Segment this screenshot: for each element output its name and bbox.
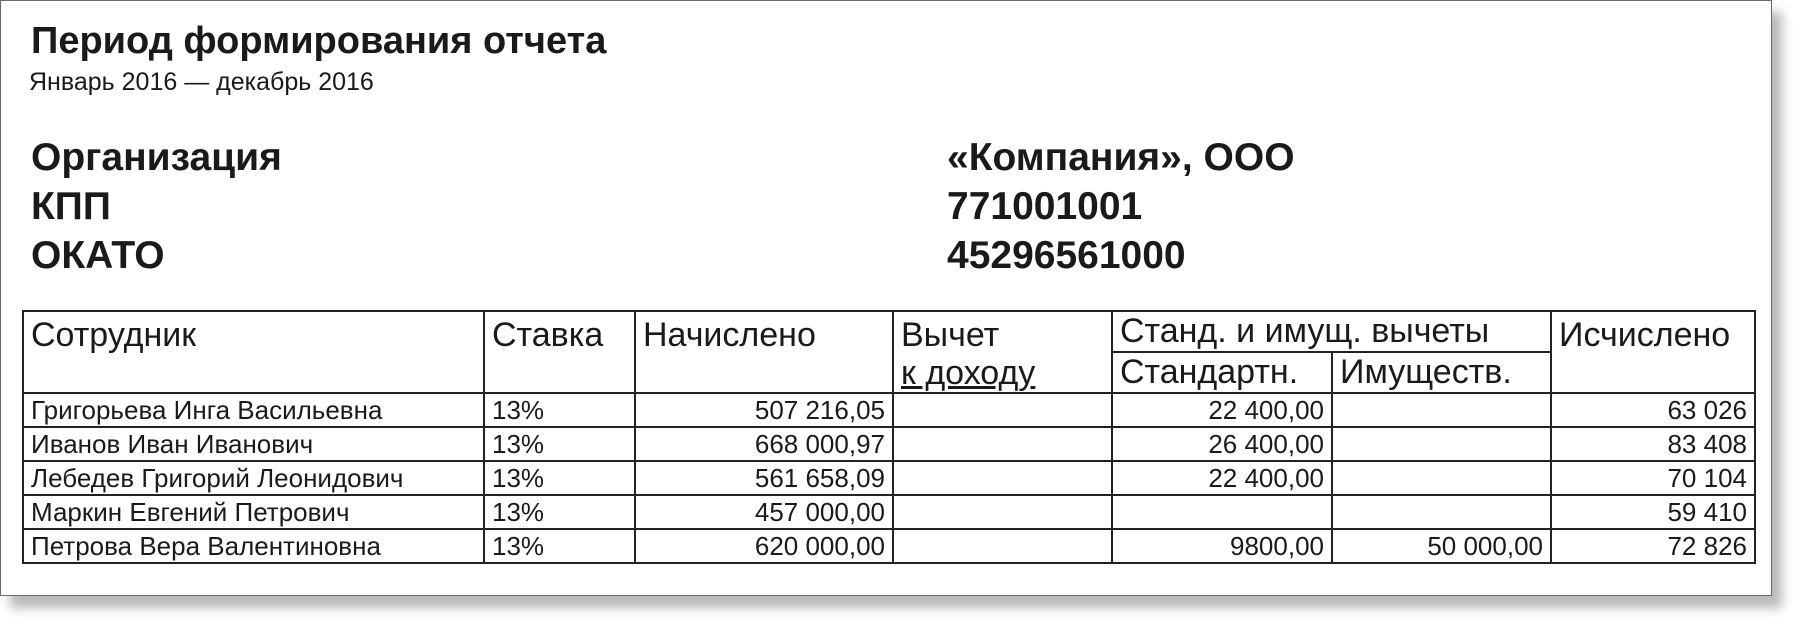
header-deduction xyxy=(893,311,1112,393)
cell-property xyxy=(1332,393,1551,427)
period-value: Январь 2016 — декабрь 2016 xyxy=(29,68,374,96)
table-row xyxy=(23,393,1755,427)
cell-standard: 22 400,00 xyxy=(1112,393,1332,427)
kpp-value: 771001001 xyxy=(947,185,1143,228)
okato-value: 45296561000 xyxy=(947,234,1186,277)
cell-standard: 9800,00 xyxy=(1112,529,1332,563)
cell-accrued: 561 658,09 xyxy=(635,461,893,495)
cell-employee: Григорьева Инга Васильевна xyxy=(23,393,484,427)
cell-deduction xyxy=(893,427,1112,461)
table-row xyxy=(23,461,1755,495)
header-std-prop-group: Станд. и имущ. вычеты xyxy=(1112,311,1551,352)
header-deduction-line1: Вычет xyxy=(901,316,1000,354)
organization-label: Организация xyxy=(31,136,282,179)
period-title: Период формирования отчета xyxy=(31,20,607,62)
table-row xyxy=(23,495,1755,529)
cell-rate: 13% xyxy=(484,529,635,563)
header-deduction-line2: к доходу xyxy=(901,354,1036,392)
cell-deduction xyxy=(893,461,1112,495)
cell-rate: 13% xyxy=(484,461,635,495)
cell-deduction xyxy=(893,529,1112,563)
cell-employee: Иванов Иван Иванович xyxy=(23,427,484,461)
table-row xyxy=(23,427,1755,461)
cell-employee: Петрова Вера Валентиновна xyxy=(23,529,484,563)
cell-accrued: 507 216,05 xyxy=(635,393,893,427)
cell-deduction xyxy=(893,495,1112,529)
cell-accrued: 620 000,00 xyxy=(635,529,893,563)
cell-rate: 13% xyxy=(484,495,635,529)
okato-label: ОКАТО xyxy=(31,234,165,277)
kpp-label: КПП xyxy=(31,185,111,228)
header-property: Имуществ. xyxy=(1332,352,1551,393)
cell-employee: Маркин Евгений Петрович xyxy=(23,495,484,529)
cell-calculated: 83 408 xyxy=(1551,427,1755,461)
cell-accrued: 457 000,00 xyxy=(635,495,893,529)
cell-calculated: 70 104 xyxy=(1551,461,1755,495)
cell-rate: 13% xyxy=(484,427,635,461)
header-accrued: Начислено xyxy=(635,311,893,393)
header-standard: Стандартн. xyxy=(1112,352,1332,393)
cell-deduction xyxy=(893,393,1112,427)
header-calculated: Исчислено xyxy=(1551,311,1755,393)
cell-property xyxy=(1332,427,1551,461)
cell-calculated: 59 410 xyxy=(1551,495,1755,529)
cell-standard: 26 400,00 xyxy=(1112,427,1332,461)
cell-accrued: 668 000,97 xyxy=(635,427,893,461)
cell-employee: Лебедев Григорий Леонидович xyxy=(23,461,484,495)
cell-standard: 22 400,00 xyxy=(1112,461,1332,495)
cell-rate: 13% xyxy=(484,393,635,427)
header-rate: Ставка xyxy=(484,311,635,393)
cell-property xyxy=(1332,461,1551,495)
cell-calculated: 72 826 xyxy=(1551,529,1755,563)
cell-property xyxy=(1332,495,1551,529)
cell-calculated: 63 026 xyxy=(1551,393,1755,427)
table-header-row xyxy=(23,311,1755,352)
ndfl-table xyxy=(22,310,1756,564)
header-employee: Сотрудник xyxy=(23,311,484,393)
organization-value: «Компания», ООО xyxy=(947,136,1295,179)
cell-property: 50 000,00 xyxy=(1332,529,1551,563)
cell-standard xyxy=(1112,495,1332,529)
table-row xyxy=(23,529,1755,563)
